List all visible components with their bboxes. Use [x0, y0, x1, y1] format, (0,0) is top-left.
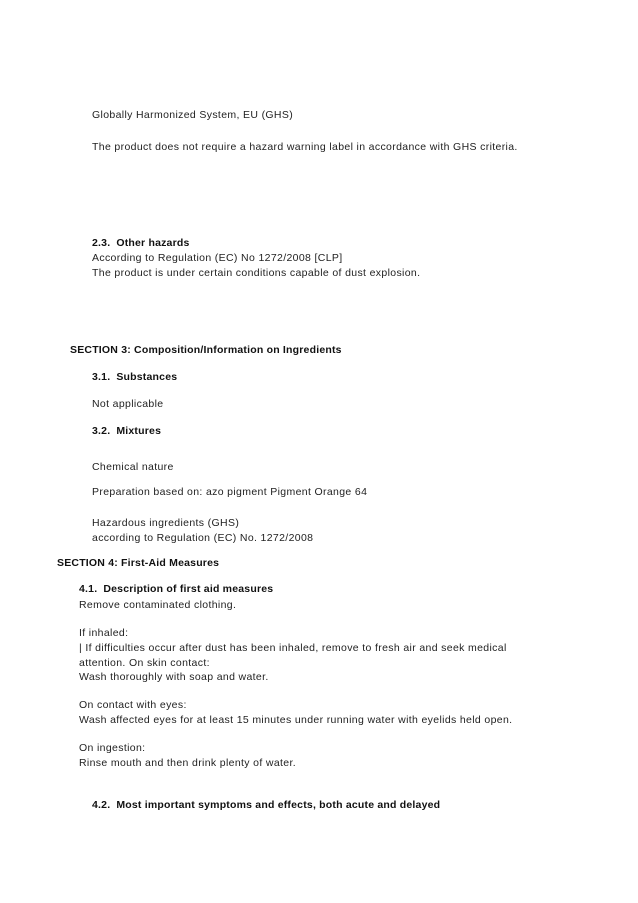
preparation-text: Preparation based on: azo pigment Pigment Orange 64 [92, 486, 368, 498]
substances-text: Not applicable [92, 398, 164, 410]
ghs-statement: The product does not require a hazard warning label in accordance with GHS criteria. [92, 141, 518, 153]
section3-heading: SECTION 3: Composition/Information on Ingredients [70, 344, 342, 356]
regulation-text: according to Regulation (EC) No. 1272/2008 [92, 532, 314, 544]
mixtures-heading [92, 425, 161, 438]
hazardous-ingredients-label: Hazardous ingredients (GHS) [92, 517, 240, 529]
inhaled-text-2: attention. On skin contact: [79, 657, 210, 669]
ingestion-text: Rinse mouth and then drink plenty of water. [79, 757, 297, 769]
section-number: 3.1. [92, 371, 111, 383]
section-number: 3.2. [92, 425, 111, 437]
dust-explosion-text: The product is under certain conditions capable of dust explosion. [92, 267, 421, 279]
eyes-text: Wash affected eyes for at least 15 minutes under running water with eyelids held open. [79, 714, 513, 726]
section-title: Mixtures [116, 425, 162, 437]
section4-heading: SECTION 4: First-Aid Measures [57, 557, 220, 569]
inhaled-label: If inhaled: [79, 627, 129, 639]
symptoms-heading [92, 799, 440, 812]
section-number: 4.1. [79, 583, 98, 595]
section-number: 2.3. [92, 237, 111, 249]
eyes-label: On contact with eyes: [79, 699, 187, 711]
section-title: Other hazards [116, 237, 190, 249]
ingestion-label: On ingestion: [79, 742, 146, 754]
section-title: Description of first aid measures [103, 583, 274, 595]
inhaled-text-1: | If difficulties occur after dust has been inhaled, remove to fresh air and seek medical [79, 642, 507, 654]
clp-regulation-text: According to Regulation (EC) No 1272/2008 [CLP] [92, 252, 343, 264]
section-number: 4.2. [92, 799, 111, 811]
chemical-nature-label: Chemical nature [92, 461, 174, 473]
remove-clothing-text: Remove contaminated clothing. [79, 599, 237, 611]
ghs-heading: Globally Harmonized System, EU (GHS) [92, 109, 294, 121]
substances-heading [92, 371, 177, 384]
section-title: Most important symptoms and effects, both acute and delayed [116, 799, 441, 811]
other-hazards-heading [92, 237, 190, 250]
first-aid-description-heading [79, 583, 273, 596]
section-title: Substances [116, 371, 178, 383]
skin-contact-text: Wash thoroughly with soap and water. [79, 671, 269, 683]
